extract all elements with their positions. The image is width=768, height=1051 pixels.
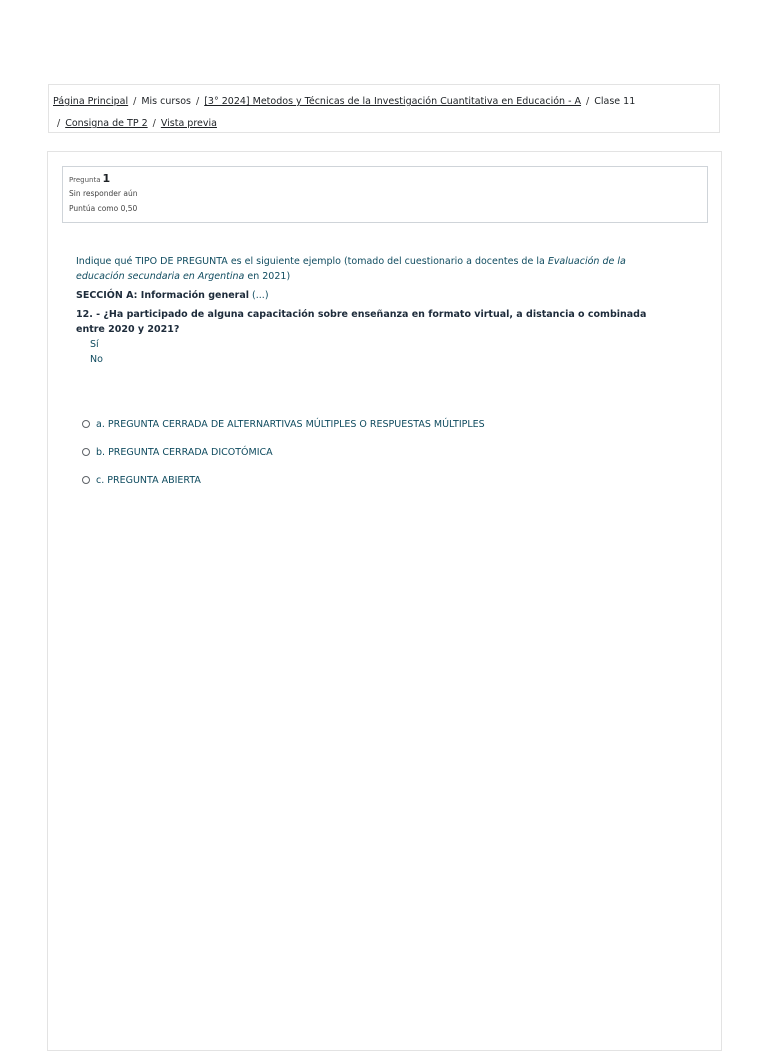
breadcrumb-my-courses: Mis cursos [141,96,192,107]
answer-option-c[interactable] [82,466,485,494]
question-intro [76,254,676,284]
answer-label: c. PREGUNTA ABIERTA [96,474,201,486]
question-intro-italic: Evaluación de la educación secundaria en Argentina [76,256,626,282]
breadcrumb-separator: / [196,96,200,107]
quiz-attempt-panel [47,151,722,1051]
breadcrumb-separator: / [152,118,156,129]
breadcrumb-separator: / [133,96,137,107]
breadcrumb-separator: / [57,118,61,129]
answer-label: b. PREGUNTA CERRADA DICOTÓMICA [96,446,273,458]
example-option: No [90,354,103,365]
question-content [76,254,676,367]
question-info-box [62,166,708,223]
breadcrumb-line-1 [53,91,715,113]
question-section-title: SECCIÓN A: Información general [76,290,250,301]
question-section-ellipsis: (...) [249,290,269,301]
breadcrumb-preview-link[interactable]: Vista previa [160,118,217,129]
question-intro-text: Indique qué TIPO DE PREGUNTA es el siguiente ejemplo (tomado del cuestionario a docentes de la [76,256,548,267]
breadcrumb-course-link[interactable]: [3° 2024] Metodos y Técnicas de la Investigación Cuantitativa en Educación - A [204,96,582,107]
question-intro-tail: en 2021) [244,271,291,282]
answer-label: a. PREGUNTA CERRADA DE ALTERNARTIVAS MÚLTIPLES O RESPUESTAS MÚLTIPLES [96,418,485,430]
breadcrumb [48,84,720,133]
question-number-row [69,171,701,186]
breadcrumb-separator: / [586,96,590,107]
radio-button[interactable] [82,476,90,484]
question-number: 1 [102,172,111,185]
answer-option-a[interactable] [82,410,485,438]
breadcrumb-line-2 [53,113,715,135]
breadcrumb-assignment-link[interactable]: Consigna de TP 2 [65,118,148,129]
radio-button[interactable] [82,420,90,428]
breadcrumb-section: Clase 11 [594,96,636,107]
question-label: Pregunta [69,176,101,184]
question-section [76,288,676,303]
answer-option-b[interactable] [82,438,485,466]
example-option: Sí [90,339,99,350]
breadcrumb-home-link[interactable]: Página Principal [53,96,129,107]
question-text: 12. - ¿Ha participado de alguna capacitación sobre enseñanza en formato virtual, a distancia o combinada entre 2020 y 2021? [76,309,647,335]
question-status: Sin responder aún [69,189,138,198]
question-score: Puntúa como 0,50 [69,204,138,213]
answer-options [82,410,485,494]
radio-button[interactable] [82,448,90,456]
